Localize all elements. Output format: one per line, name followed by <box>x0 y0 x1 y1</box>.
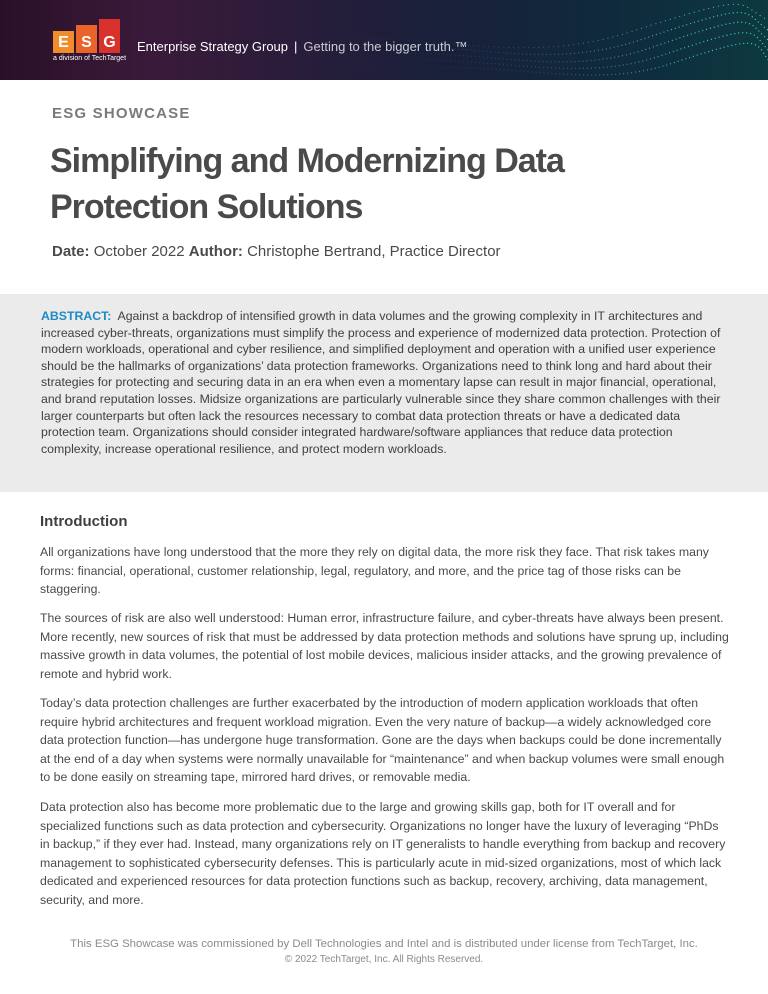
intro-paragraph-1: All organizations have long understood that the more they rely on digital data, the more risk they face. That risk takes many forms: financial, operational, customer relationship, legal, regulatory, and more, and the price tag of those risks can be staggering. <box>40 545 709 597</box>
logo-letter-g: G <box>103 34 116 51</box>
abstract-label: ABSTRACT: <box>41 309 112 323</box>
esg-logo <box>53 17 127 65</box>
footer-line-1: This ESG Showcase was commissioned by Dell Technologies and Intel and is distributed under license from TechTarget, Inc. <box>70 938 698 950</box>
header-tagline <box>137 39 467 54</box>
logo-letter-s: S <box>81 34 92 51</box>
intro-heading: Introduction <box>40 513 128 530</box>
footer-line-2: © 2022 TechTarget, Inc. All Rights Reserved. <box>284 954 484 965</box>
date-label: Date: <box>52 243 90 260</box>
intro-paragraph-4: Data protection also has become more problematic due to the large and growing skills gap, both for IT overall and for specialized functions such as data protection and cybersecurity. Organizations no longer have the luxury of leveraging “PhDs in backup,” if they ever had. Instead, many organizations rely on IT generalists to handle everything from backup and recovery management to sophisticated cybersecurity defenses. This is particularly acute in mid-sized organizations, most of which lack dedicated and experienced resources for data protection functions such as backup, recovery, archiving, data management, security, and more. <box>40 800 726 907</box>
intro-paragraph-3: Today’s data protection challenges are further exacerbated by the introduction of modern application workloads that often require hybrid architectures and frequent workload migration. Even the very nature of backup—a widely acknowledged core data protection function—has undergone huge transformation. Gone are the days when backups could be done incrementally at the end of a day when systems were normally unavailable for “maintenance” and when backup volumes were small enough to be done easily on streaming tape, mirrored hard drives, or removable media. <box>40 696 725 785</box>
abstract-text: Against a backdrop of intensified growth in data volumes and the growing complexity in IT architectures and increased cyber-threats, organizations must simplify the process and experience of modernized data protection. Protection of modern workloads, operational and cyber resilience, and simplified deployment and operation with a unified user experience should be the hallmarks of organizations’ data protection frameworks. Organizations need to think long and hard about their strategies for protecting and securing data in an era when even a momentary lapse can result in major financial, operational, and brand reputation losses. Midsize organizations are particularly vulnerable since they share common challenges with their larger counterparts but often lack the resources necessary to combat data protection threats or have a dedicated data protection team. Organizations should consider integrated hardware/software appliances that reduce data protection complexity, increase operational resilience, and protect modern workloads. <box>41 309 721 456</box>
author-value: Christophe Bertrand, Practice Director <box>247 243 501 260</box>
logo-e-block <box>53 31 74 53</box>
logo-subtitle: a division of TechTarget <box>53 55 127 62</box>
author-label: Author: <box>188 243 243 260</box>
doc-title: Simplifying and Modernizing Data Protection Solutions <box>50 142 564 226</box>
doc-kicker: ESG SHOWCASE <box>52 105 191 122</box>
page-footer <box>0 936 768 968</box>
date-value: October 2022 <box>93 243 185 260</box>
logo-g-block <box>99 19 120 53</box>
org-name: Enterprise Strategy Group <box>137 39 289 54</box>
tagline-separator: | <box>294 39 298 54</box>
doc-meta <box>52 243 501 260</box>
logo-s-block <box>76 25 97 53</box>
abstract-box <box>0 294 768 492</box>
abstract-paragraph <box>41 308 729 457</box>
header-banner <box>0 0 768 80</box>
intro-paragraph-2: The sources of risk are also well understood: Human error, infrastructure failure, and cyber-threats have always been present. More recently, new sources of risk that must be addressed by data protection methods and solutions have sprung up, including massive growth in data volumes, the potential of lost mobile devices, malicious insider attacks, and the growing prevalence of remote and hybrid work. <box>40 611 729 681</box>
logo-letter-e: E <box>58 34 69 51</box>
org-motto: Getting to the bigger truth.™ <box>303 39 468 54</box>
